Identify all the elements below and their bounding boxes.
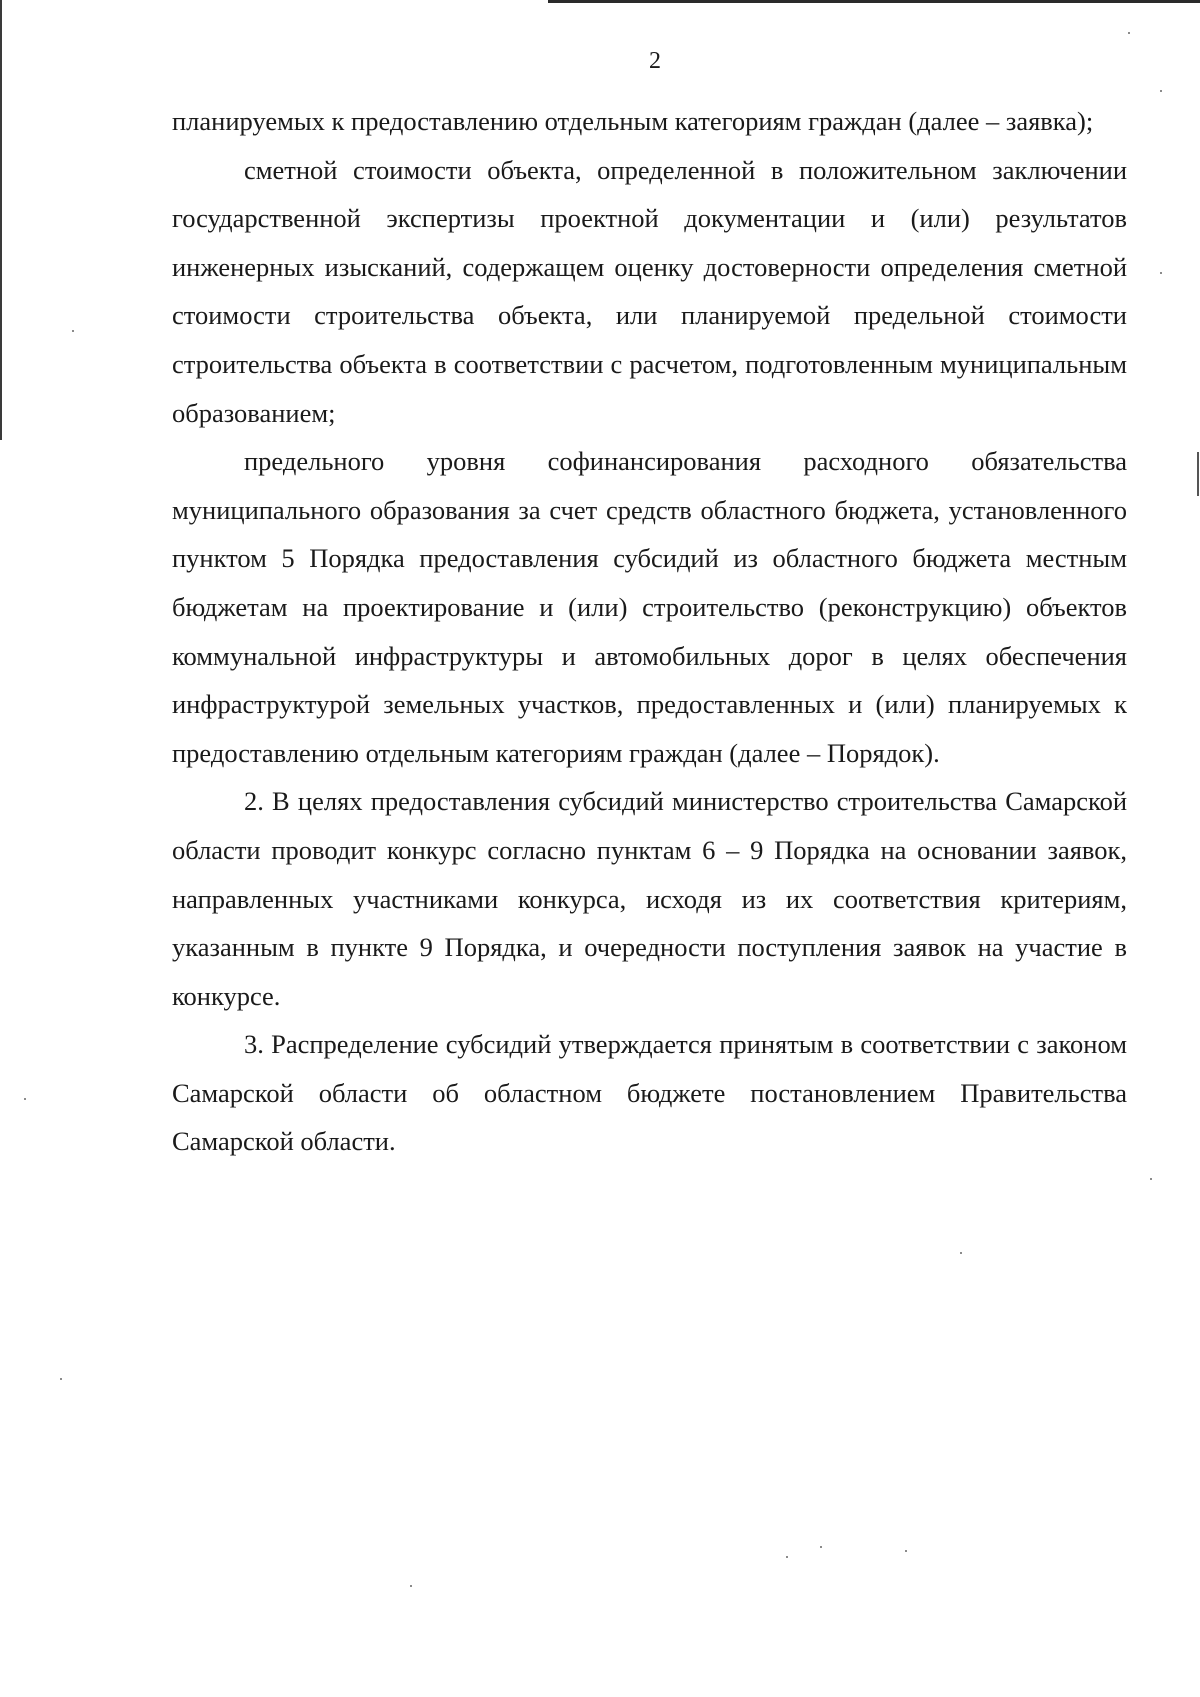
- page-number: 2: [649, 48, 661, 74]
- scan-speck: [410, 1585, 412, 1587]
- scan-speck: [960, 1252, 962, 1254]
- paragraph-item-2: 2. В целях предоставления субсидий министерство строительства Самарской области проводит конкурс согласно пунктам 6 – 9 Порядка на основании заявок, направленных участниками конкурса, исходя из их соответствия критериям, указанным в пункте 9 Порядка, и очередности поступления заявок на участие в конкурсе.: [172, 786, 1127, 1011]
- paragraph-item-3: 3. Распределение субсидий утверждается принятым в соответствии с законом Самарской области об областном бюджете постановлением Правительства Самарской области.: [172, 1029, 1127, 1157]
- paragraph-cofinancing-level: предельного уровня софинансирования расходного обязательства муниципального образования за счет средств областного бюджета, установленного пунктом 5 Порядка предоставления субсидий из областного бюджета местным бюджетам на проектирование и (или) строительство (реконструкцию) объектов коммунальной инфраструктуры и автомобильных дорог в целях обеспечения инфраструктурой земельных участков, предоставленных и (или) планируемых к предоставлению отдельным категориям граждан (далее – Порядок).: [172, 446, 1127, 768]
- scan-speck: [1160, 272, 1162, 274]
- scan-speck: [1160, 90, 1162, 92]
- scan-speck: [1150, 1178, 1152, 1180]
- scan-speck: [905, 1550, 907, 1552]
- paragraph-estimate-cost: сметной стоимости объекта, определенной в положительном заключении государственной экспертизы проектной документации и (или) результатов инженерных изысканий, содержащем оценку достоверности определения сметной стоимости строительства объекта, или планируемой предельной стоимости строительства объекта в соответствии с расчетом, подготовленным муниципальным образованием;: [172, 154, 1127, 428]
- scan-speck: [24, 1098, 26, 1100]
- scan-speck: [820, 1546, 822, 1548]
- scan-speck: [60, 1378, 62, 1380]
- document-body: [172, 97, 1127, 1166]
- paragraph-continuation: планируемых к предоставлению отдельным категориям граждан (далее – заявка);: [172, 106, 1094, 136]
- scan-speck: [72, 330, 74, 332]
- scan-speck: [786, 1556, 788, 1558]
- scan-edge-right: [1197, 452, 1199, 496]
- scan-edge-top: [548, 0, 1200, 3]
- scan-speck: [1128, 32, 1130, 34]
